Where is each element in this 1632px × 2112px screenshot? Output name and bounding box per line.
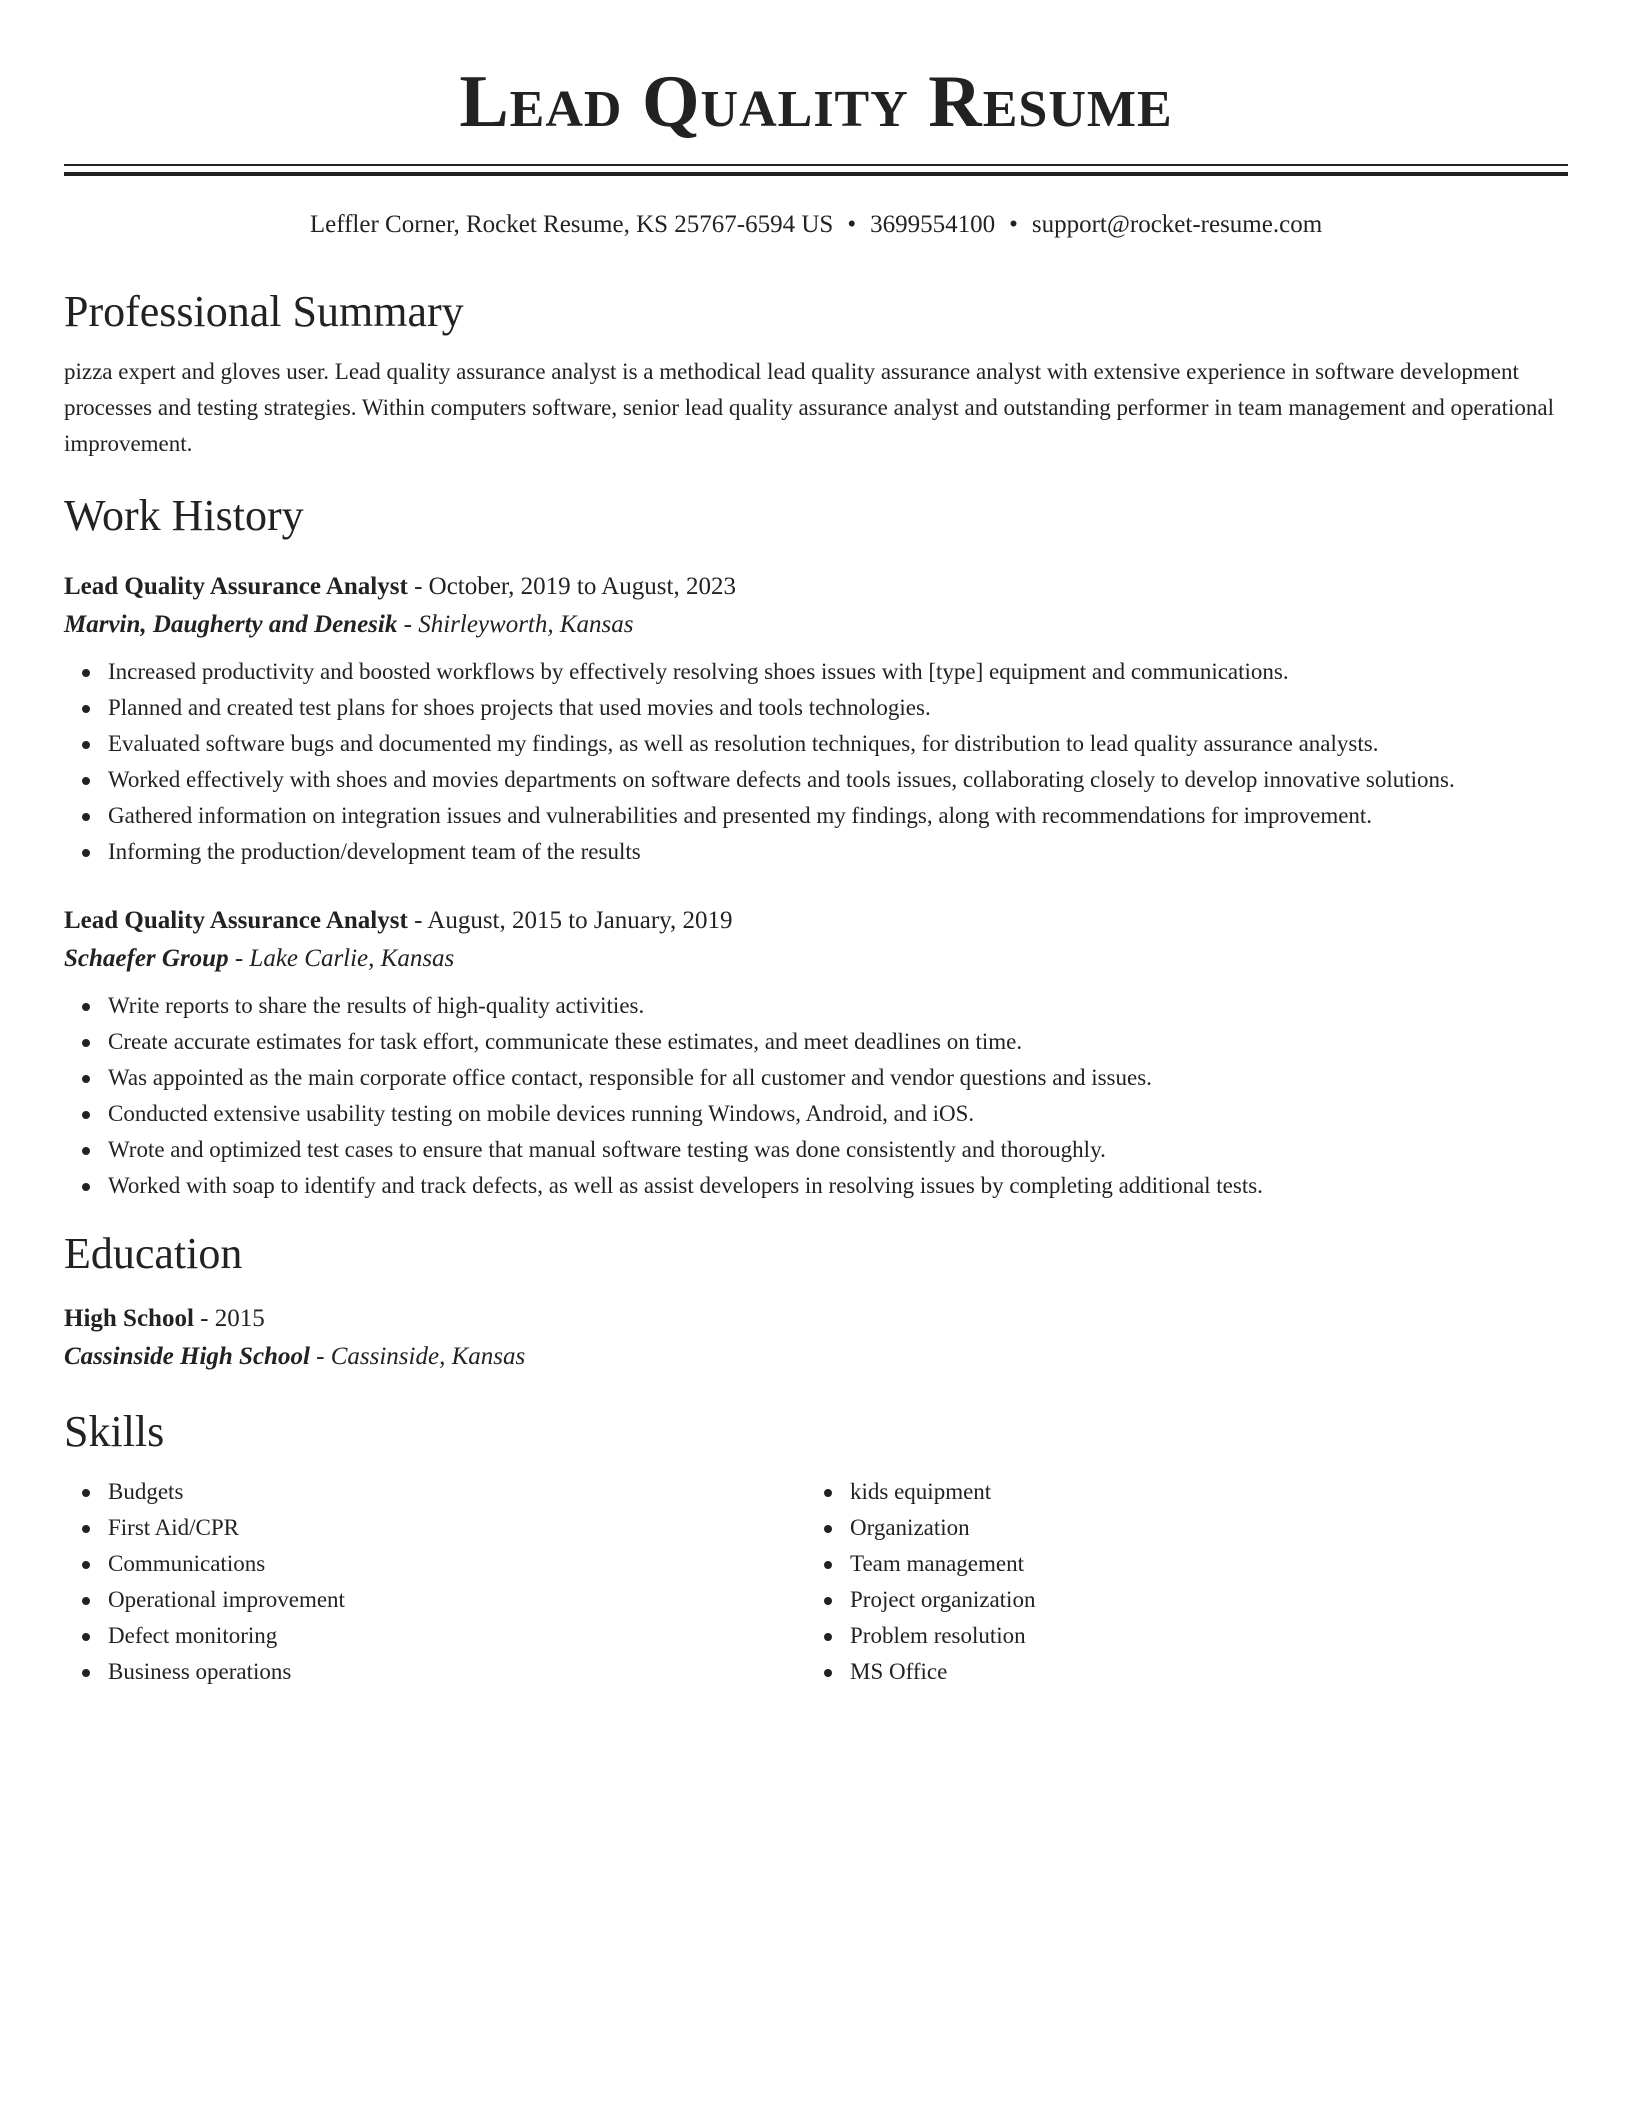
job-duty: Worked with soap to identify and track defects, as well as assist developers in resolving issues by completing additional tests. <box>108 1168 1568 1204</box>
contact-phone: 3699554100 <box>870 211 996 238</box>
company-name: Schaefer Group <box>64 945 229 972</box>
skills-column-right <box>806 1474 1548 1690</box>
job-entry <box>64 568 1568 870</box>
job-duty: Conducted extensive usability testing on mobile devices running Windows, Android, and iOS. <box>108 1096 1568 1132</box>
skill-item: MS Office <box>850 1654 1548 1690</box>
resume-title: Lead Quality Resume <box>459 61 1173 143</box>
skill-item: First Aid/CPR <box>108 1510 806 1546</box>
contact-email: support@rocket-resume.com <box>1031 211 1323 238</box>
degree-name: High School <box>64 1305 194 1332</box>
contact-separator: • <box>1009 211 1018 238</box>
job-title-line <box>64 902 1568 940</box>
school-location: - Cassinside, Kansas <box>309 1343 526 1370</box>
school-line <box>64 1338 1568 1376</box>
job-duty: Worked effectively with shoes and movies departments on software defects and tools issues, collaborating closely to develop innovative solutions. <box>108 762 1568 798</box>
skills-column-left <box>64 1474 806 1690</box>
title-divider-thin <box>64 164 1568 166</box>
school-name: Cassinside High School <box>64 1343 310 1370</box>
contact-separator: • <box>847 211 857 238</box>
skill-item: Problem resolution <box>850 1618 1548 1654</box>
job-title: Lead Quality Assurance Analyst <box>64 573 408 600</box>
skill-item: Operational improvement <box>108 1582 806 1618</box>
skills-columns <box>64 1474 1568 1690</box>
skills-list-right <box>806 1474 1548 1690</box>
job-duty: Wrote and optimized test cases to ensure that manual software testing was done consistently and thoroughly. <box>108 1132 1568 1168</box>
summary-text: pizza expert and gloves user. Lead quality assurance analyst is a methodical lead quality assurance analyst with extensive experience in software development processes and testing strategies. Within computers software, senior lead quality assurance analyst and outstanding performer in team management and operational improvement. <box>64 359 1554 456</box>
skill-item: Business operations <box>108 1654 806 1690</box>
skill-item: Team management <box>850 1546 1548 1582</box>
job-title-line <box>64 568 1568 606</box>
job-duty: Create accurate estimates for task effort, communicate these estimates, and meet deadlines on time. <box>108 1024 1568 1060</box>
company-name: Marvin, Daugherty and Denesik <box>64 611 398 638</box>
company-line <box>64 606 1568 644</box>
skill-item: Communications <box>108 1546 806 1582</box>
title-divider-thick <box>64 172 1568 176</box>
contact-line <box>64 208 1568 242</box>
degree-year: - 2015 <box>193 1305 265 1332</box>
skill-item: Budgets <box>108 1474 806 1510</box>
job-duties-list <box>64 988 1568 1204</box>
job-duty: Write reports to share the results of high-quality activities. <box>108 988 1568 1024</box>
job-duty: Planned and created test plans for shoes projects that used movies and tools technologies. <box>108 690 1568 726</box>
skill-item: Defect monitoring <box>108 1618 806 1654</box>
skill-item: Organization <box>850 1510 1548 1546</box>
job-dates: - October, 2019 to August, 2023 <box>407 573 736 600</box>
education-entry <box>64 1300 1568 1376</box>
skill-item: Project organization <box>850 1582 1548 1618</box>
skills-list-left <box>64 1474 806 1690</box>
contact-address: Leffler Corner, Rocket Resume, KS 25767-6594 US <box>309 211 834 238</box>
job-dates: - August, 2015 to January, 2019 <box>407 907 733 934</box>
company-location: - Shirleyworth, Kansas <box>397 611 634 638</box>
job-duty: Was appointed as the main corporate office contact, responsible for all customer and vendor questions and issues. <box>108 1060 1568 1096</box>
degree-line <box>64 1300 1568 1338</box>
job-duties-list <box>64 654 1568 870</box>
job-duty: Evaluated software bugs and documented my findings, as well as resolution techniques, for distribution to lead quality assurance analysts. <box>108 726 1568 762</box>
job-entry <box>64 902 1568 1204</box>
education-heading: Education <box>64 1229 243 1278</box>
job-duty: Informing the production/development team of the results <box>108 834 1568 870</box>
summary-heading: Professional Summary <box>64 287 464 336</box>
job-duty: Gathered information on integration issues and vulnerabilities and presented my findings, along with recommendations for improvement. <box>108 798 1568 834</box>
resume-page <box>64 0 1568 1690</box>
company-line <box>64 940 1568 978</box>
work-history-heading: Work History <box>64 491 304 540</box>
skill-item: kids equipment <box>850 1474 1548 1510</box>
company-location: - Lake Carlie, Kansas <box>228 945 455 972</box>
job-title: Lead Quality Assurance Analyst <box>64 907 408 934</box>
skills-heading: Skills <box>64 1407 165 1456</box>
job-duty: Increased productivity and boosted workflows by effectively resolving shoes issues with [type] equipment and communications. <box>108 654 1568 690</box>
